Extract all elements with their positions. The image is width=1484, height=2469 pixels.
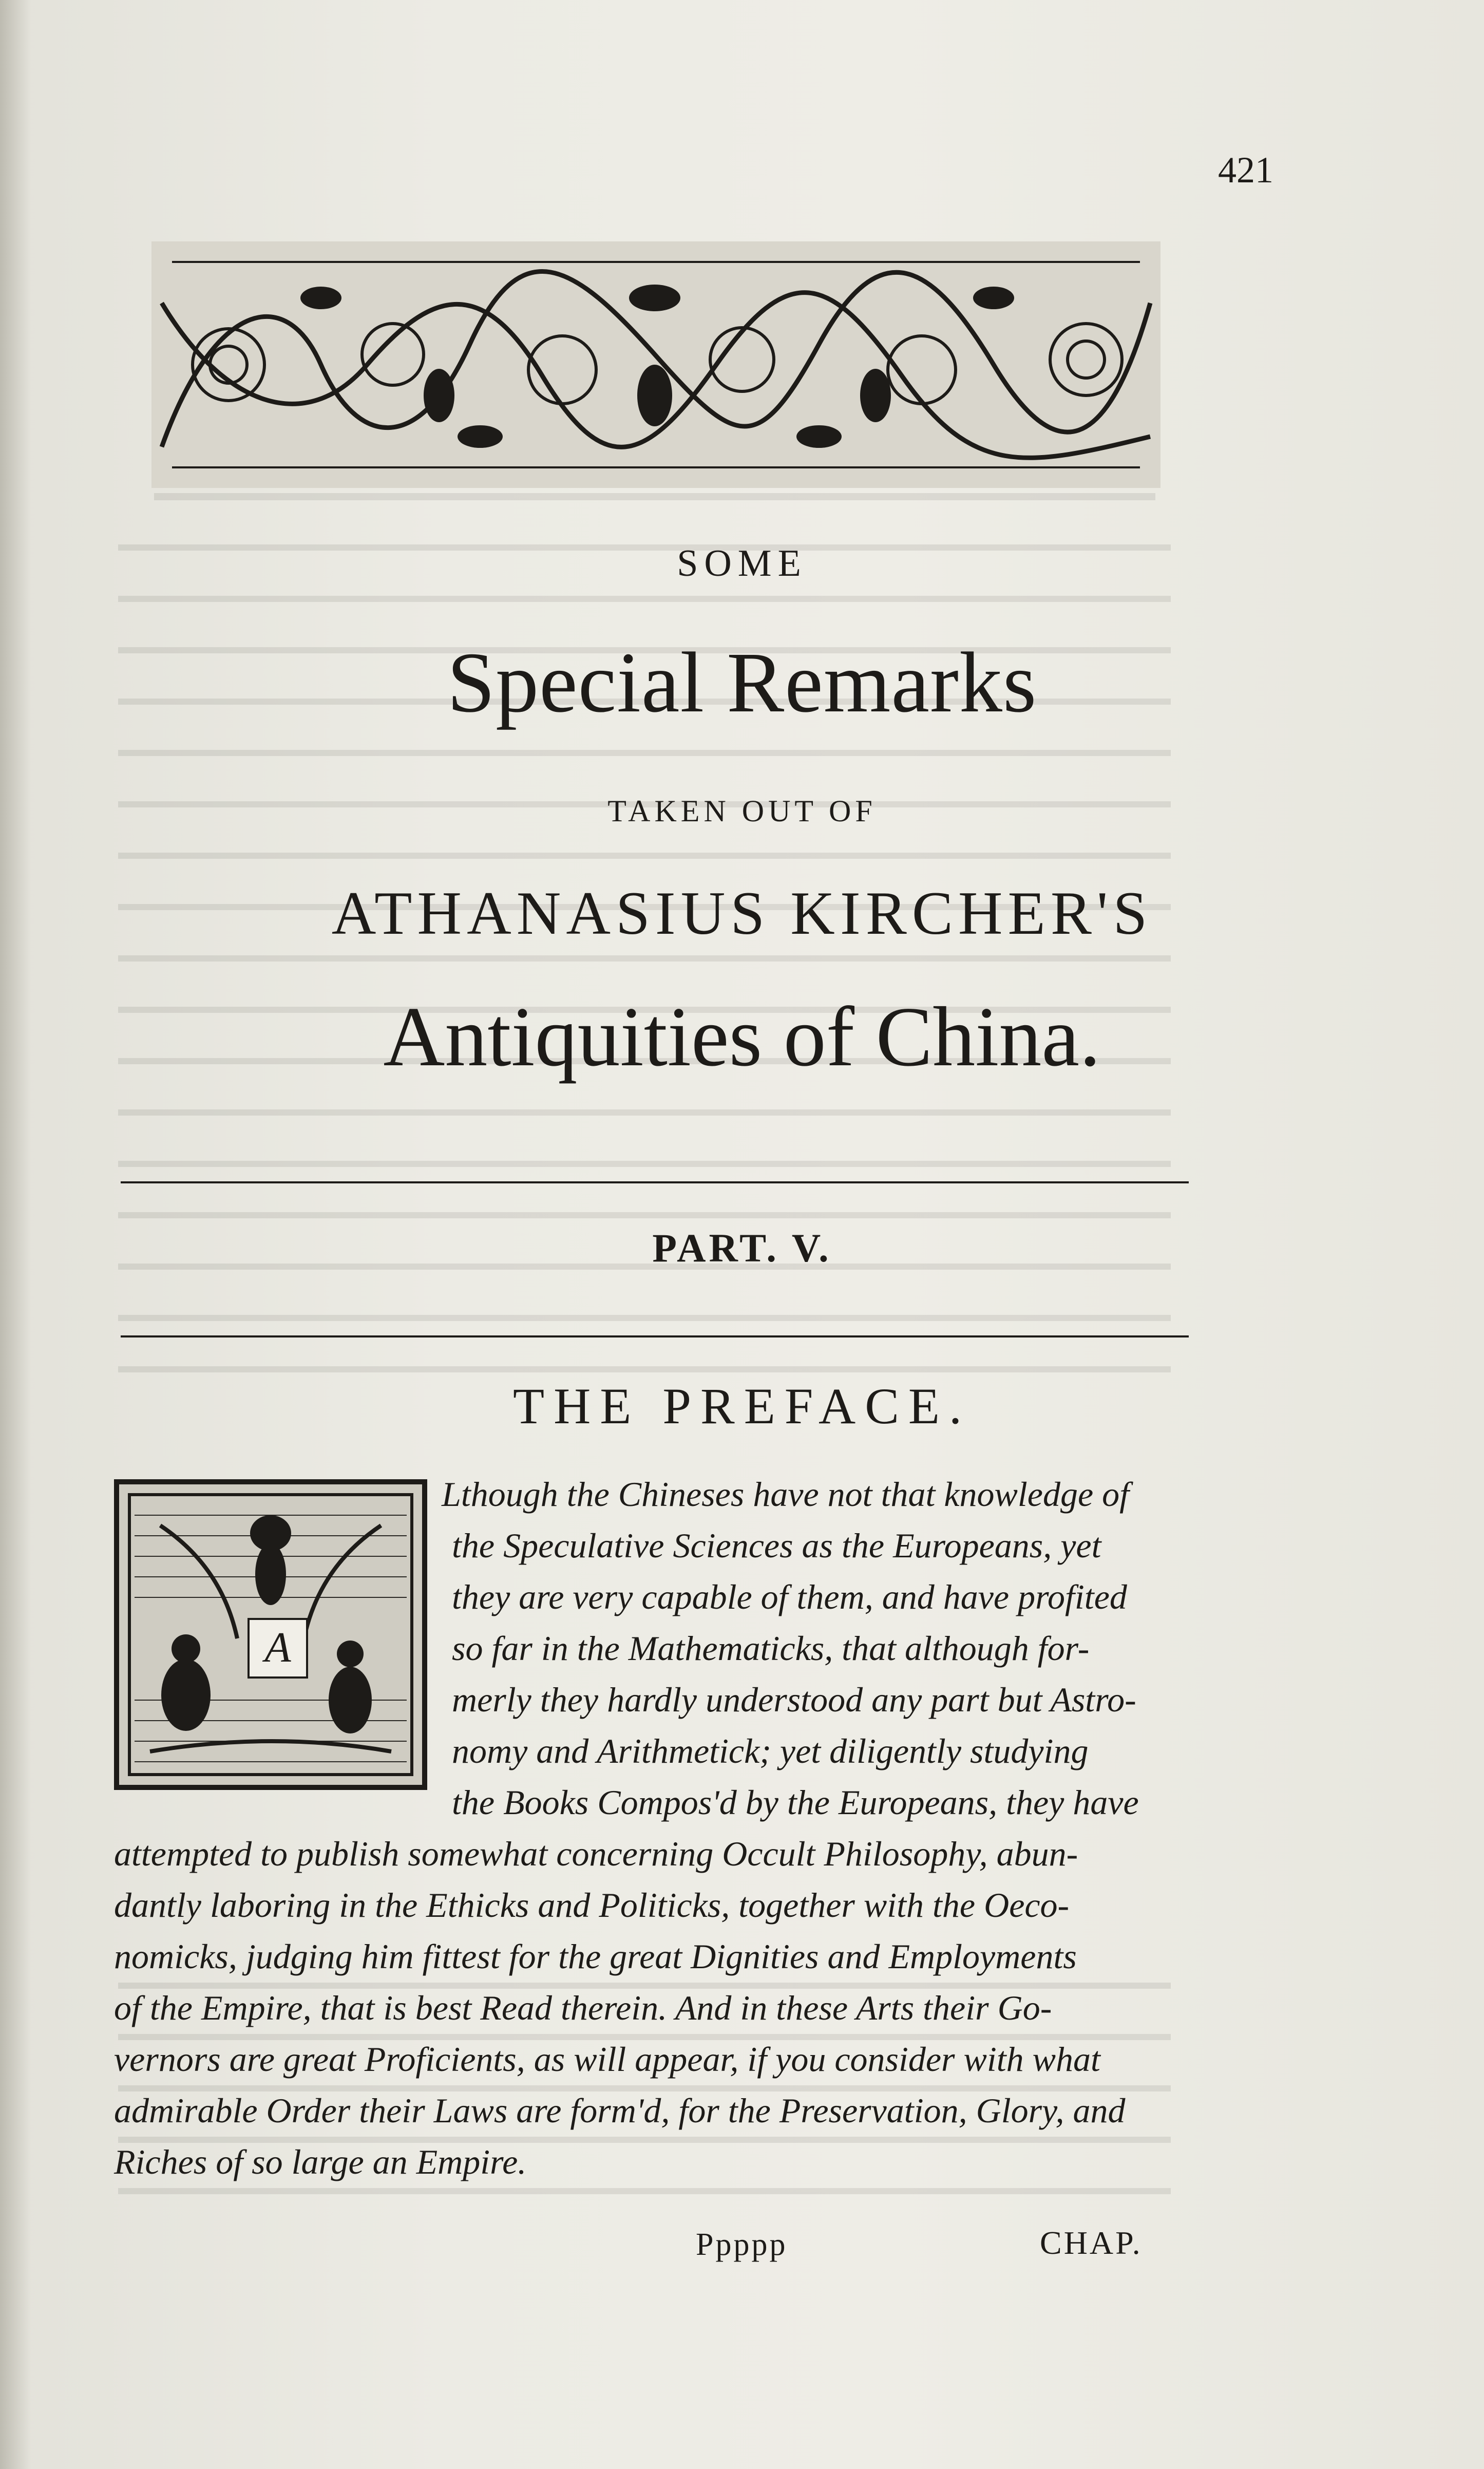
heading-some: SOME: [677, 542, 807, 585]
initial-letter: A: [248, 1618, 308, 1679]
body-line: the Speculative Sciences as the Europeans, yet: [452, 1526, 1101, 1565]
body-line: nomicks, judging him fittest for the great Dignities and Employments: [114, 1937, 1077, 1976]
page-number: 421: [1218, 149, 1273, 191]
body-line: so far in the Mathematicks, that although for-: [452, 1629, 1090, 1668]
engraved-initial: [114, 1479, 427, 1790]
divider-rule: [121, 1181, 1189, 1183]
body-line: merly they hardly understood any part but Astro-: [452, 1680, 1136, 1719]
body-line: attempted to publish somewhat concerning Occult Philosophy, abun-: [114, 1834, 1078, 1873]
body-line: nomy and Arithmetick; yet diligently studying: [452, 1731, 1089, 1770]
body-line: vernors are great Proficients, as will appear, if you consider with what: [114, 2040, 1100, 2079]
body-line: of the Empire, that is best Read therein. And in these Arts their Go-: [114, 1988, 1052, 2027]
body-line: Lthough the Chineses have not that knowledge of: [442, 1475, 1130, 1514]
heading-part: PART. V.: [652, 1226, 832, 1270]
body-line: admirable Order their Laws are form'd, for the Preservation, Glory, and: [114, 2091, 1126, 2130]
body-line: Riches of so large an Empire.: [114, 2142, 527, 2181]
body-line: dantly laboring in the Ethicks and Politicks, together with the Oeco-: [114, 1886, 1070, 1925]
catchword: CHAP.: [1040, 2225, 1143, 2261]
heading-title: Special Remarks: [447, 635, 1037, 730]
divider-rule: [121, 1335, 1189, 1337]
signature-mark: Ppppp: [696, 2227, 788, 2262]
body-line: they are very capable of them, and have profited: [452, 1577, 1127, 1616]
body-line: the Books Compos'd by the Europeans, they have: [452, 1783, 1139, 1822]
heading-author: ATHANASIUS KIRCHER'S: [331, 879, 1153, 947]
heading-taken-out-of: TAKEN OUT OF: [607, 794, 877, 828]
decorative-headpiece: [151, 241, 1160, 488]
heading-work: Antiquities of China.: [383, 989, 1101, 1084]
heading-preface: THE PREFACE.: [513, 1378, 971, 1435]
